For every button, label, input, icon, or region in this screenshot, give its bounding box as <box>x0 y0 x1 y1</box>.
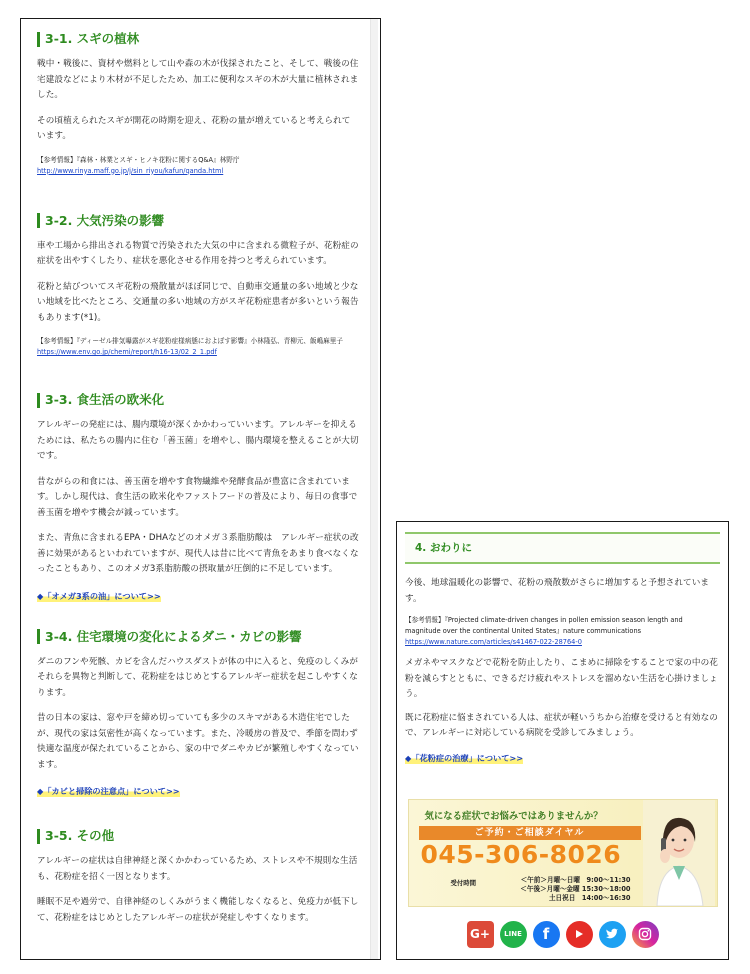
right-content <box>397 522 728 948</box>
s31-reference: 【参考情報】『森林・林業とスギ・ヒノキ花粉に関するQ&A』林野庁 <box>37 155 240 164</box>
social-icons <box>405 921 720 948</box>
s34-para-2: 昔の日本の家は、窓や戸を締め切っていても多少のスキマがある木造住宅でしたが、現代の家は気密性が高くなっています。また、冷暖房の普及で、季節を問わず快適な温度が保たれていることから、家の中でダニやカビが繁殖しやすくなっています。 <box>37 713 359 770</box>
s31-para-2: その頃植えられたスギが開花の時期を迎え、花粉の量が増えていると考えられています。 <box>37 115 351 141</box>
s31-reference-link[interactable]: http://www.rinya.maff.go.jp/j/sin_riyou/kafun/qanda.html <box>37 166 224 175</box>
omega3-oil-link[interactable]: ◆「オメガ3系の油」について>> <box>37 590 161 601</box>
hours-pm: ＜午後＞月曜〜金曜 15:30〜18:00 <box>520 884 631 893</box>
mold-cleaning-link[interactable]: ◆「カビと掃除の注意点」について>> <box>37 786 180 796</box>
s4-para-2: メガネやマスクなどで花粉を防止したり、こまめに掃除をすることで家の中の花粉を減らすとともに、できるだけ疲れやストレスを溜めない生活を心掛けましょう。 <box>405 658 718 699</box>
hours-label: 受付時間 <box>450 878 477 887</box>
hours-am: ＜午前＞月曜〜日曜 9:00〜11:30 <box>520 875 631 884</box>
left-panel <box>20 18 381 960</box>
twitter-icon[interactable] <box>599 921 626 948</box>
instagram-icon[interactable] <box>632 921 659 948</box>
s32-reference: 【参考情報】『ディーゼル排気曝露がスギ花粉症様病態におよぼす影響』小林隆弘、青柳元、飯嶋麻里子 <box>37 337 343 345</box>
section-3-2-heading: 3-2. 大気汚染の影響 <box>37 213 359 229</box>
section-4-heading-box <box>405 532 720 564</box>
section-3-3-heading: 3-3. 食生活の欧米化 <box>37 392 359 408</box>
google-plus-icon[interactable]: G+ <box>467 921 494 948</box>
s35-para-2: 睡眠不足や過労で、自律神経のしくみがうまく機能しなくなると、免疫力が低下して、花粉症をはじめとしたアレルギーの症状が発症しやすくなります。 <box>37 897 359 923</box>
s4-para-1: 今後、地球温暖化の影響で、花粉の飛散数がさらに増加すると予想されています。 <box>405 578 710 604</box>
s35-para-1: アレルギーの症状は自律神経と深くかかわっているため、ストレスや不規則な生活も、花粉症を招く一因となります。 <box>37 856 358 882</box>
pollen-treatment-link[interactable]: ◆「花粉症の治療」について>> <box>405 752 524 763</box>
s32-para-2: 花粉と結びついてスギ花粉の飛散量がほぼ同じで、自動車交通量の多い地域と少ない地域を比べたところ、交通量の多い地域の方がスギ花粉症患者が多いという報告もあります(*1)。 <box>37 281 359 323</box>
s31-para-1: 戦中・戦後に、資材や燃料として山や森の木が伐採されたこと、そして、戦後の住宅建設などにより木材が不足したため、加工に便利なスギの木が大量に植林されました。 <box>37 59 359 100</box>
s33-para-3: また、青魚に含まれるEPA・DHAなどのオメガ３系脂肪酸は アレルギー症状の改善に効果があるといわれていますが、現代人は昔に比べて青魚をあまり食べなくなったこともあり、このオメガ3系脂肪酸の摂取量が圧倒的に不足しています。 <box>37 533 359 574</box>
line-icon[interactable]: LINE <box>500 921 527 948</box>
s4-para-3: 既に花粉症に悩まされている人は、症状が軽いうちから治療を受けると有効なので、アレルギーに対応している病院を受診してみましょう。 <box>405 712 718 738</box>
s33-para-2: 昔ながらの和食には、善玉菌を増やす食物繊維や発酵食品が豊富に含まれています。しかし現代は、食生活の欧米化やファストフードの普及により、毎日の食事で善玉菌を増やす機会が減っています。 <box>37 476 358 518</box>
hours-weekend: 土日祝日 14:00〜16:30 <box>548 893 631 902</box>
section-4-heading: 4. おわりに <box>415 542 472 554</box>
reservation-banner[interactable] <box>408 799 718 907</box>
banner-dial-strip: ご予約・ご相談ダイヤル <box>419 826 641 840</box>
scrollbar[interactable] <box>370 19 378 959</box>
s32-reference-link[interactable]: https://www.env.go.jp/chemi/report/h16-13/02_2_1.pdf <box>37 348 217 356</box>
section-3-5-heading: 3-5. その他 <box>37 828 359 844</box>
s4-reference: 【参考情報】『Projected climate-driven changes in pollen emission season length and magnitude over the continental United States』nature communications <box>405 616 683 635</box>
s34-para-1: ダニのフンや死骸、カビを含んだハウスダストが体の中に入ると、免疫のしくみがそれらを異物と判断して、花粉症をはじめとするアレルギー症状を起こしやすくなります。 <box>37 656 359 698</box>
s33-para-1: アレルギーの発症には、腸内環境が深くかかわっていいます。アレルギーを抑えるためには、私たちの腸内に住む「善玉菌」を増やし、腸内環境を整えることが大切です。 <box>37 420 359 461</box>
facebook-icon[interactable]: f <box>533 921 560 948</box>
left-content <box>21 19 369 959</box>
banner-question: 気になる症状でお悩みではありませんか？ <box>424 810 603 822</box>
receptionist-image <box>643 800 715 906</box>
hours-list <box>495 876 631 903</box>
s32-para-1: 車や工場から排出される物質で汚染された大気の中に含まれる微粒子が、花粉症の症状を出やすくしたり、症状を悪化させる作用を持つと考えられています。 <box>37 240 359 266</box>
phone-number[interactable]: 045-306-8026 <box>420 839 622 869</box>
youtube-icon[interactable] <box>566 921 593 948</box>
s4-reference-link[interactable]: https://www.nature.com/articles/s41467-022-28764-0 <box>405 638 582 646</box>
right-panel <box>396 521 729 960</box>
section-3-4-heading: 3-4. 住宅環境の変化によるダニ・カビの影響 <box>37 629 359 645</box>
section-3-1-heading: 3-1. スギの植林 <box>37 31 359 47</box>
